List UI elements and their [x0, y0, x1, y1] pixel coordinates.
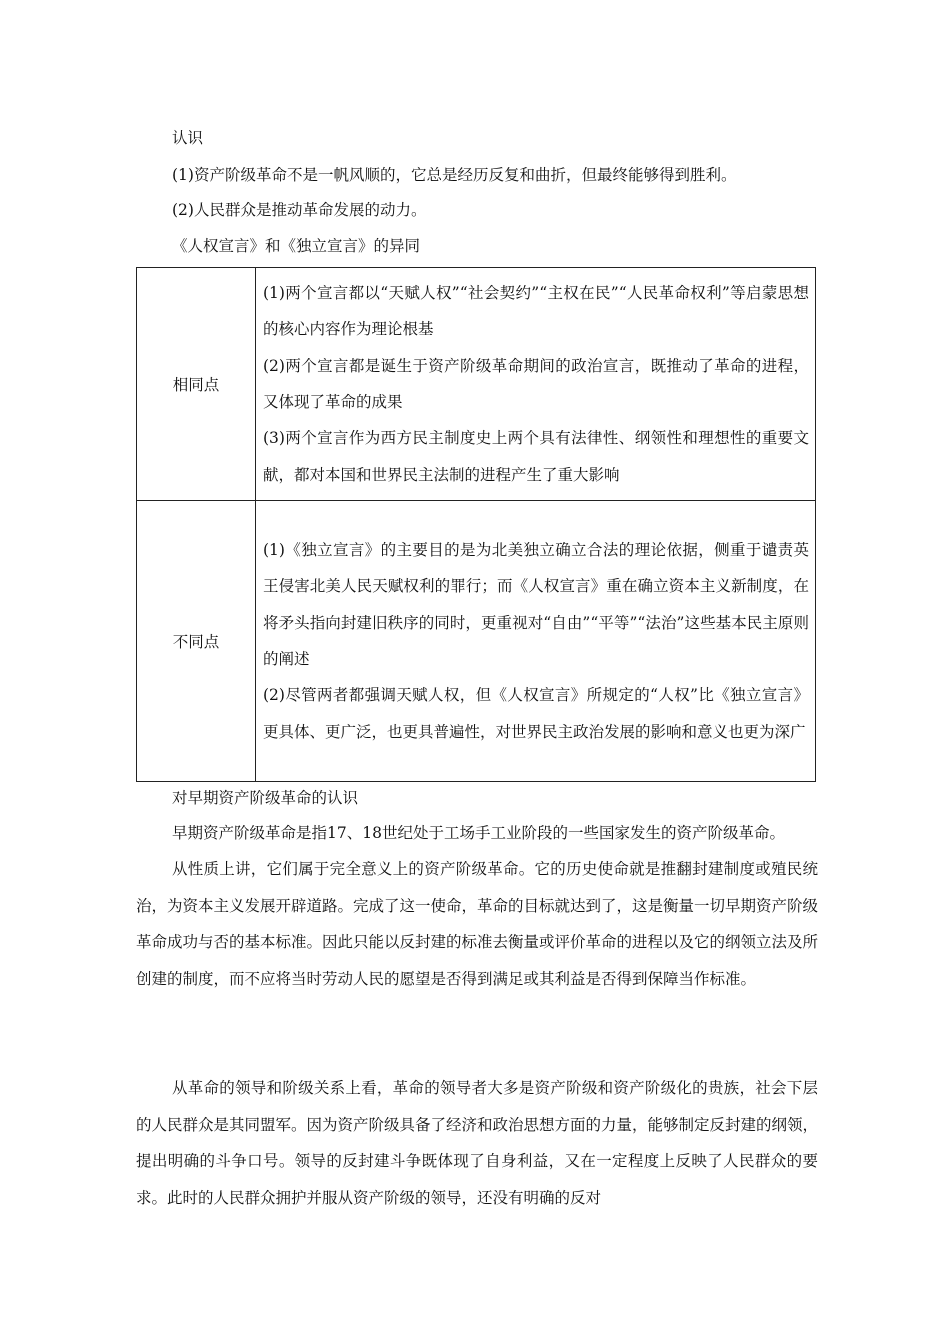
heading-recognition: 认识 — [172, 129, 204, 147]
table-caption: 《人权宣言》和《独立宣言》的异同 — [172, 237, 421, 255]
paragraph-1: 早期资产阶级革命是指17、18世纪处于工场手工业阶段的一些国家发生的资产阶级革命。 — [172, 824, 785, 842]
paragraph-3: 从革命的领导和阶级关系上看，革命的领导者大多是资产阶级和资产阶级化的贵族，社会下层的人民群众是其同盟军。因为资产阶级具备了经济和政治思想方面的力量，能够制定反封建的纲领，提出明确的斗争口号。领导的反封建斗争既体现了自身利益，又在一定程度上反映了人民群众的要求。此时的人民群众拥护并服从资产阶级的领导，还没有明确的反对 — [136, 1079, 819, 1207]
row-content-similarities — [256, 268, 816, 501]
paragraph-2: 从性质上讲，它们属于完全意义上的资产阶级革命。它的历史使命就是推翻封建制度或殖民统治，为资本主义发展开辟道路。完成了这一使命，革命的目标就达到了，这是衡量一切早期资产阶级革命成功与否的基本标准。因此只能以反封建的标准去衡量或评价革命的进程以及它的纲领立法及所创建的制度，而不应将当时劳动人民的愿望是否得到满足或其利益是否得到保障当作标准。 — [136, 860, 819, 988]
similarity-item-2: (2)两个宣言都是诞生于资产阶级革命期间的政治宣言，既推动了革命的进程，又体现了革命的成果 — [263, 356, 809, 411]
table-row-similarities — [137, 268, 816, 501]
row-label-differences: 不同点 — [137, 501, 256, 782]
row-content-differences — [256, 501, 816, 782]
comparison-table — [136, 267, 816, 782]
difference-item-2: (2)尽管两者都强调天赋人权，但《人权宣言》所规定的“人权”比《独立宣言》更具体、更广泛，也更具普遍性，对世界民主政治发展的影响和意义也更为深广 — [263, 686, 809, 741]
similarity-item-1: (1)两个宣言都以“天赋人权”“社会契约”“主权在民”“人民革命权利”等启蒙思想的核心内容作为理论根基 — [263, 283, 809, 339]
difference-item-1: (1)《独立宣言》的主要目的是为北美独立确立合法的理论依据，侧重于谴责英王侵害北美人民天赋权利的罪行；而《人权宣言》重在确立资本主义新制度，在将矛头指向封建旧秩序的同时，更重视对“自由”“平等”“法治”这些基本民主原则的阐述 — [263, 540, 809, 668]
table-row-differences — [137, 501, 816, 782]
recognition-point-1: (1)资产阶级革命不是一帆风顺的，它总是经历反复和曲折，但最终能够得到胜利。 — [172, 166, 737, 184]
recognition-point-2: (2)人民群众是推动革命发展的动力。 — [172, 201, 427, 219]
section-title: 对早期资产阶级革命的认识 — [172, 789, 359, 807]
row-label-similarities: 相同点 — [137, 268, 256, 501]
similarity-item-3: (3)两个宣言作为西方民主制度史上两个具有法律性、纲领性和理想性的重要文献，都对本国和世界民主法制的进程产生了重大影响 — [263, 429, 809, 484]
